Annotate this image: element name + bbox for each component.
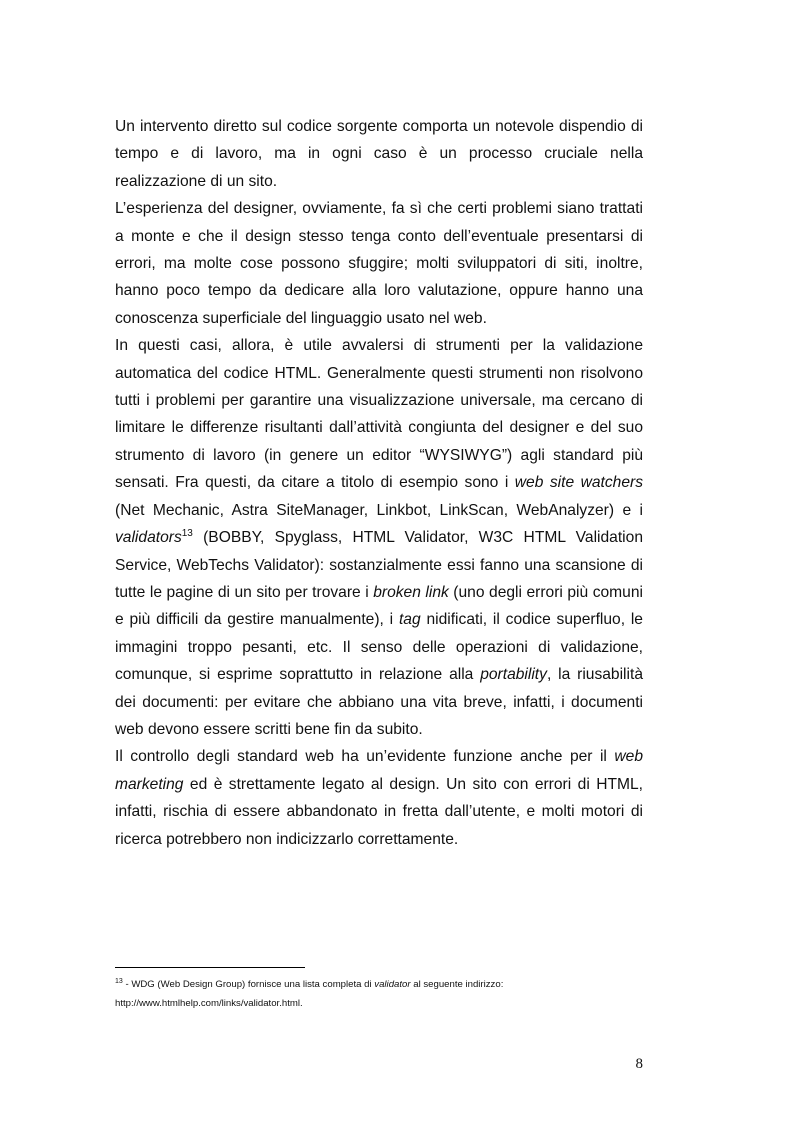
- term-web-site-watchers: web site watchers: [514, 474, 643, 492]
- term-portability: portability: [480, 666, 547, 684]
- paragraph-1: Un intervento diretto sul codice sorgente comporta un notevole dispendio di tempo e di lavoro, ma in ogni caso è un processo cruciale nella realizzazione di un sito.: [115, 118, 643, 190]
- body-text: [115, 113, 643, 853]
- paragraph-2: L’esperienza del designer, ovviamente, fa sì che certi problemi siano trattati a monte e che il design stesso tenga conto dell’eventuale presentarsi di errori, ma molte cose possono sfuggire; molti sviluppatori di siti, inoltre, hanno poco tempo da dedicare alla loro valutazione, oppure hanno una conoscenza superficiale del linguaggio usato nel web.: [115, 200, 643, 327]
- footnote-separator: [115, 967, 305, 968]
- term-tag: tag: [398, 611, 421, 629]
- term-validators: validators: [115, 529, 182, 547]
- footnote-number: 13: [115, 978, 123, 985]
- paragraph-4: Il controllo degli standard web ha un’evidente funzione anche per il web marketing ed è strettamente legato al design. Un sito con errori di HTML, infatti, rischia di essere abbandonato in fretta dall’utente, e molti motori di ricerca potrebbero non indicizzarlo correttamente.: [115, 748, 643, 848]
- term-web-marketing: web marketing: [115, 748, 643, 793]
- footnote-text: $^{13}$ - WDG (Web Design Group) fornisce una lista completa di validator al seguente indirizzo:: [115, 978, 504, 990]
- paragraph-3: In questi casi, allora, è utile avvalersi di strumenti per la validazione automatica del codice HTML. Generalmente questi strumenti non risolvono tutti i problemi per garantire una visualizzazione universale, ma cercano di limitare le differenze risultanti dall’attività congiunta del designer e del suo strumento di lavoro (in genere un editor “WYSIWYG”) agli standard più sensati. Fra questi, da citare a titolo di esempio sono i web site watchers (Net Mechanic, Astra SiteManager, Linkbot, LinkScan, WebAnalyzer) e i validators$^{13}$ (BOBBY, Spyglass, HTML Validator, W3C HTML Validation Service, WebTechs Validator): sostanzialmente essi fanno una scansione di tutte le pagine di un sito per trovare i broken link (uno degli errori più comuni e più difficili da gestire manualmente), i tag nidificati, il codice superfluo, le immagini troppo pesanti, etc. Il senso delle operazioni di validazione, comunque, si esprime soprattutto in relazione alla portability, la riusabilità dei documenti: per evitare che abbiano una vita breve, infatti, i documenti web devono essere scritti bene fin da subito.: [115, 337, 643, 738]
- footnote-reference[interactable]: 13: [181, 528, 193, 540]
- page-number: 8: [635, 1056, 643, 1072]
- term-broken-link: broken link: [373, 583, 449, 601]
- footnote: [115, 975, 655, 1013]
- footnote-url[interactable]: http://www.htmlhelp.com/links/validator.html.: [115, 998, 303, 1009]
